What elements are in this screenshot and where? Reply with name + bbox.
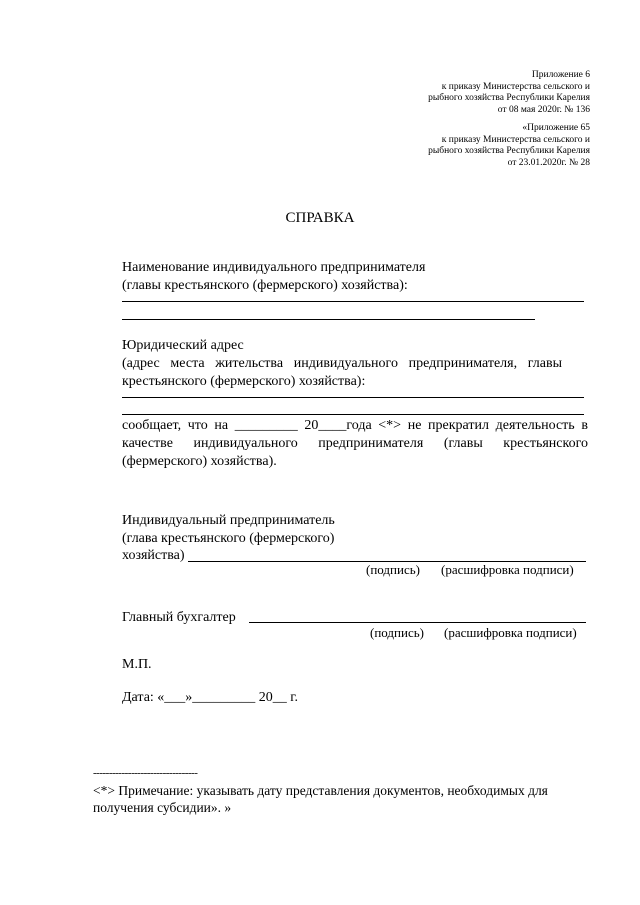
appendix-date: от 08 мая 2020г. № 136 <box>497 104 590 115</box>
signature-caption: (подпись) <box>366 562 420 577</box>
entity-label-line2: (главы крестьянского (фермерского) хозяйства): <box>122 278 408 293</box>
stamp-place: М.П. <box>122 657 152 672</box>
entity-label-line1: Наименование индивидуального предпринимателя <box>122 260 426 275</box>
statement-word: не <box>407 418 422 433</box>
footnote-line2: получения субсидии». » <box>93 800 232 815</box>
statement-word: деятельность <box>495 418 575 433</box>
accountant-label: Главный бухгалтер <box>122 610 236 625</box>
address-label-line2: (адрес места жительства индивидуального предпринимателя, главы <box>122 356 562 371</box>
address-fill-line-2 <box>122 414 584 415</box>
accountant-decode-caption: (расшифровка подписи) <box>444 625 577 640</box>
appendix-order-ref: к приказу Министерства сельского и <box>441 134 590 145</box>
statement-line3: (фермерского) хозяйства). <box>122 454 277 469</box>
accountant-signature-caption: (подпись) <box>370 625 424 640</box>
signer-label-line3: хозяйства) <box>122 548 185 563</box>
address-fill-line-1 <box>122 397 584 398</box>
appendix-number: Приложение 6 <box>531 70 590 80</box>
statement-word: сообщает, <box>122 418 182 433</box>
statement-line2: качестве индивидуального предпринимателя (главы крестьянского <box>122 436 588 451</box>
year-blank: 20____года <box>304 418 372 433</box>
signer-label-line1: Индивидуальный предприниматель <box>122 513 335 528</box>
appendix-order-ref: к приказу Министерства сельского и <box>441 81 590 92</box>
address-heading: Юридический адрес <box>122 338 244 353</box>
statement-word: на <box>214 418 229 433</box>
statement-word: что <box>187 418 208 433</box>
footnote-separator: --------------------------------- <box>93 767 198 779</box>
statement-word: прекратил <box>428 418 490 433</box>
appendix-date: от 23.01.2020г. № 28 <box>507 157 590 168</box>
appendix-ministry: рыбного хозяйства Республики Карелия <box>428 93 590 103</box>
appendix-header-2 <box>428 123 590 169</box>
document-title: СПРАВКА <box>285 210 355 226</box>
signature-decode-caption: (расшифровка подписи) <box>441 562 574 577</box>
footnote-marker: <*> <box>378 418 402 433</box>
entity-fill-line-1 <box>122 301 584 302</box>
signer-label-line2: (глава крестьянского (фермерского) <box>122 531 335 546</box>
statement-line1 <box>122 418 588 434</box>
footnote-line1: <*> Примечание: указывать дату представления документов, необходимых для <box>93 783 548 798</box>
entity-fill-line-2 <box>122 319 535 320</box>
statement-word: в <box>581 418 588 433</box>
date-label: Дата: <box>122 690 154 705</box>
appendix-number: «Приложение 65 <box>522 123 590 133</box>
appendix-header-1 <box>428 70 590 116</box>
date-blank: _________ <box>234 418 298 433</box>
date-value: «___»_________ 20__ г. <box>157 690 298 705</box>
date-line <box>122 690 298 706</box>
address-label-line3: крестьянского (фермерского) хозяйства): <box>122 374 366 389</box>
accountant-signature-line <box>249 622 586 623</box>
appendix-ministry: рыбного хозяйства Республики Карелия <box>428 146 590 156</box>
